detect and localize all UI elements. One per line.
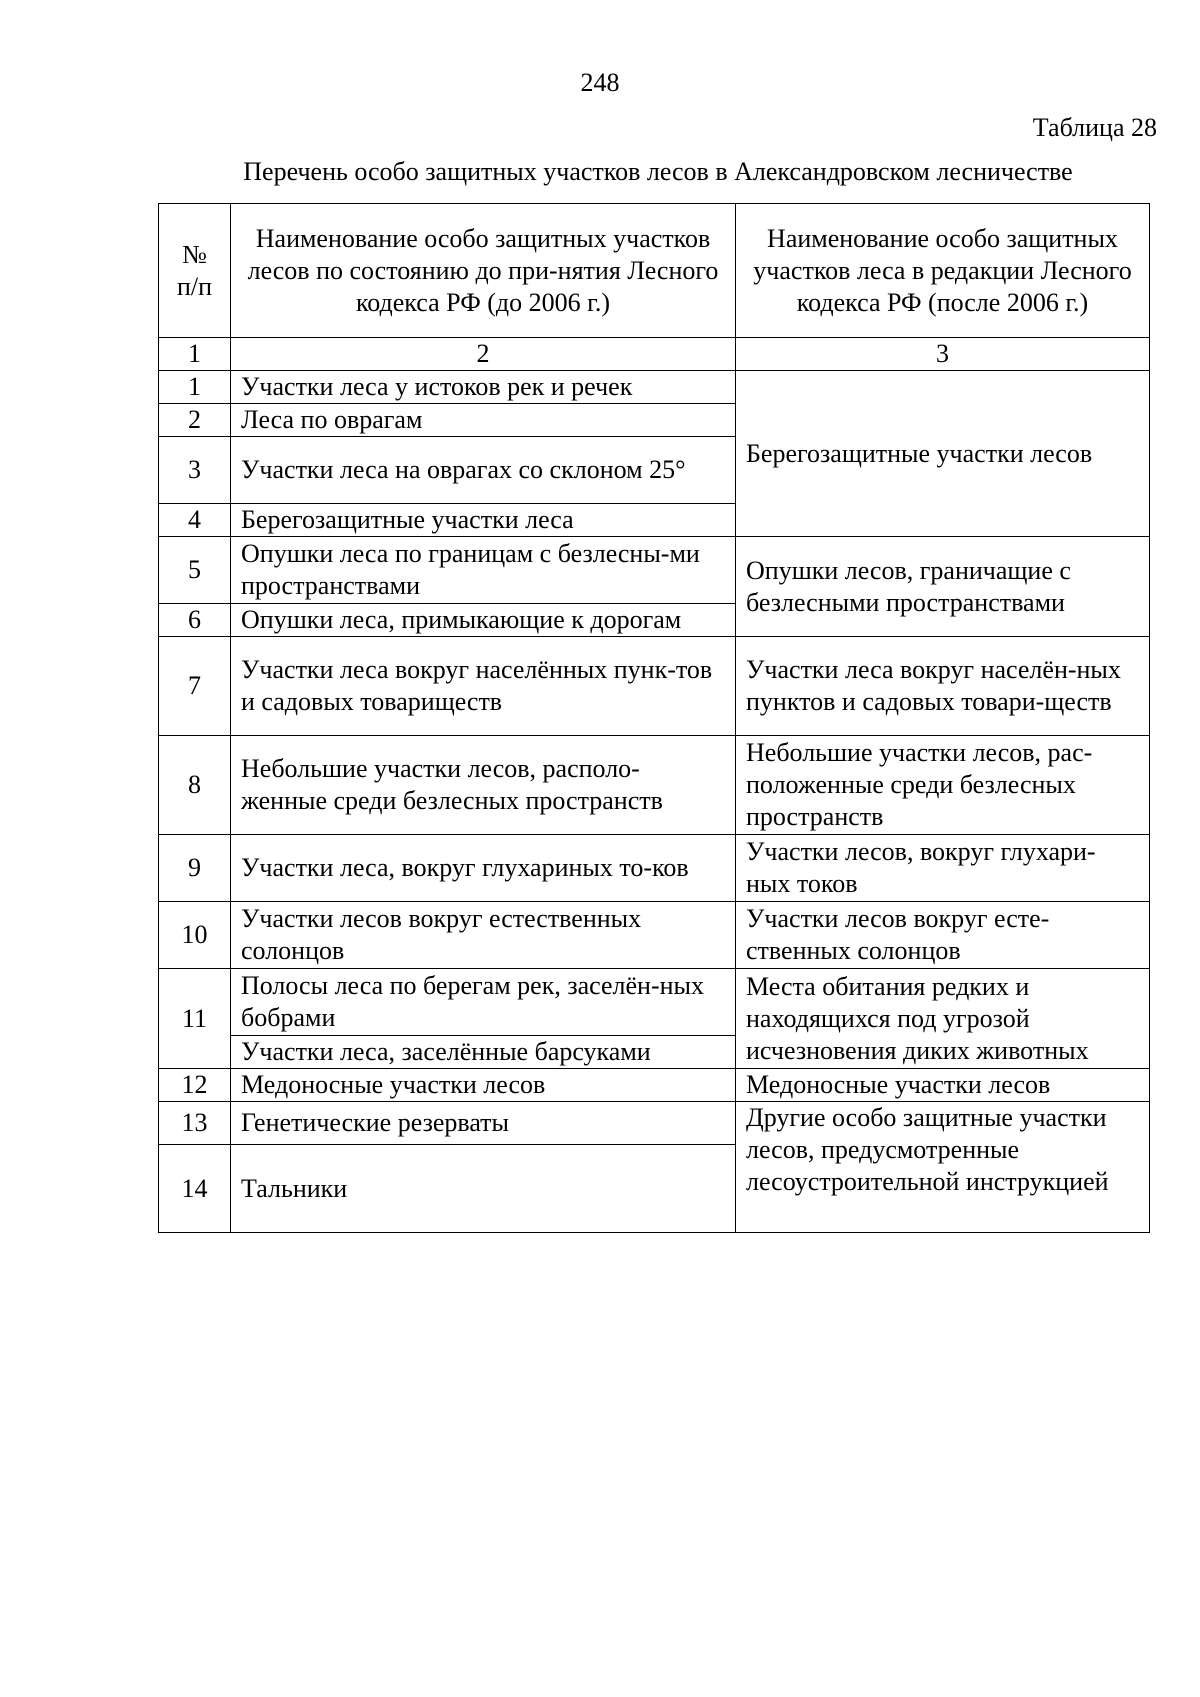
row-number: 4	[159, 504, 231, 537]
table-title: Перечень особо защитных участков лесов в Александровском лесничестве	[243, 157, 1073, 186]
row-number: 10	[159, 902, 231, 969]
header-col-new-name: Наименование особо защитных участков леса в редакции Лесного кодекса РФ (после 2006 г.)	[736, 204, 1150, 338]
old-name-cell: Опушки леса, примыкающие к дорогам	[231, 604, 736, 637]
table-header-row	[159, 204, 1150, 338]
new-name-cell: Медоносные участки лесов	[736, 1069, 1150, 1102]
column-number: 3	[736, 338, 1150, 371]
row-number: 9	[159, 835, 231, 902]
table-row	[159, 736, 1150, 835]
row-number: 3	[159, 437, 231, 504]
row-number: 2	[159, 404, 231, 437]
table-row	[159, 969, 1150, 1036]
column-number: 2	[231, 338, 736, 371]
column-number: 1	[159, 338, 231, 371]
new-name-cell: Берегозащитные участки лесов	[736, 371, 1150, 537]
table-row	[159, 1102, 1150, 1145]
table-row	[159, 1069, 1150, 1102]
row-number: 5	[159, 537, 231, 604]
row-number: 14	[159, 1145, 231, 1233]
table-row	[159, 637, 1150, 736]
old-name-cell: Медоносные участки лесов	[231, 1069, 736, 1102]
old-name-cell: Участки леса, вокруг глухариных то-ков	[231, 835, 736, 902]
old-name-cell: Участки леса, заселённые барсуками	[231, 1036, 736, 1069]
old-name-cell: Полосы леса по берегам рек, заселён-ных бобрами	[231, 969, 736, 1036]
table-row	[159, 537, 1150, 604]
new-name-cell: Места обитания редких и находящихся под угрозой исчезновения диких животных	[736, 969, 1150, 1069]
header-col-old-name: Наименование особо защитных участков лесов по состоянию до при-нятия Лесного кодекса РФ (до 2006 г.)	[231, 204, 736, 338]
old-name-cell: Участки лесов вокруг естественных солонцов	[231, 902, 736, 969]
old-name-cell: Участки леса вокруг населённых пунк-тов и садовых товариществ	[231, 637, 736, 736]
column-number-row	[159, 338, 1150, 371]
new-name-cell: Участки лесов вокруг есте-ственных солонцов	[736, 902, 1150, 969]
table-label: Таблица 28	[1032, 113, 1157, 142]
old-name-cell: Тальники	[231, 1145, 736, 1233]
old-name-cell: Опушки леса по границам с безлесны-ми пространствами	[231, 537, 736, 604]
row-number: 11	[159, 969, 231, 1069]
table-row	[159, 371, 1150, 404]
old-name-cell: Небольшие участки лесов, располо-женные среди безлесных пространств	[231, 736, 736, 835]
protected-areas-table	[158, 203, 1150, 1233]
old-name-cell: Участки леса у истоков рек и речек	[231, 371, 736, 404]
header-number-sign: №	[182, 239, 207, 269]
row-number: 6	[159, 604, 231, 637]
new-name-cell: Другие особо защитные участки лесов, предусмотренные лесоустроительной инструкцией	[736, 1102, 1150, 1233]
new-name-cell: Участки леса вокруг населён-ных пунктов и садовых товари-ществ	[736, 637, 1150, 736]
table-row	[159, 902, 1150, 969]
row-number: 8	[159, 736, 231, 835]
new-name-cell: Участки лесов, вокруг глухари-ных токов	[736, 835, 1150, 902]
old-name-cell: Генетические резерваты	[231, 1102, 736, 1145]
new-name-cell: Опушки лесов, граничащие с безлесными пространствами	[736, 537, 1150, 637]
row-number: 7	[159, 637, 231, 736]
header-number-abbr: п/п	[176, 271, 213, 301]
old-name-cell: Участки леса на оврагах со склоном 25°	[231, 437, 736, 504]
old-name-cell: Берегозащитные участки леса	[231, 504, 736, 537]
row-number: 13	[159, 1102, 231, 1145]
table-row	[159, 835, 1150, 902]
old-name-cell: Леса по оврагам	[231, 404, 736, 437]
row-number: 12	[159, 1069, 231, 1102]
new-name-cell: Небольшие участки лесов, рас-положенные среди безлесных пространств	[736, 736, 1150, 835]
row-number: 1	[159, 371, 231, 404]
header-col-number	[159, 204, 231, 338]
page-number: 248	[580, 68, 620, 97]
